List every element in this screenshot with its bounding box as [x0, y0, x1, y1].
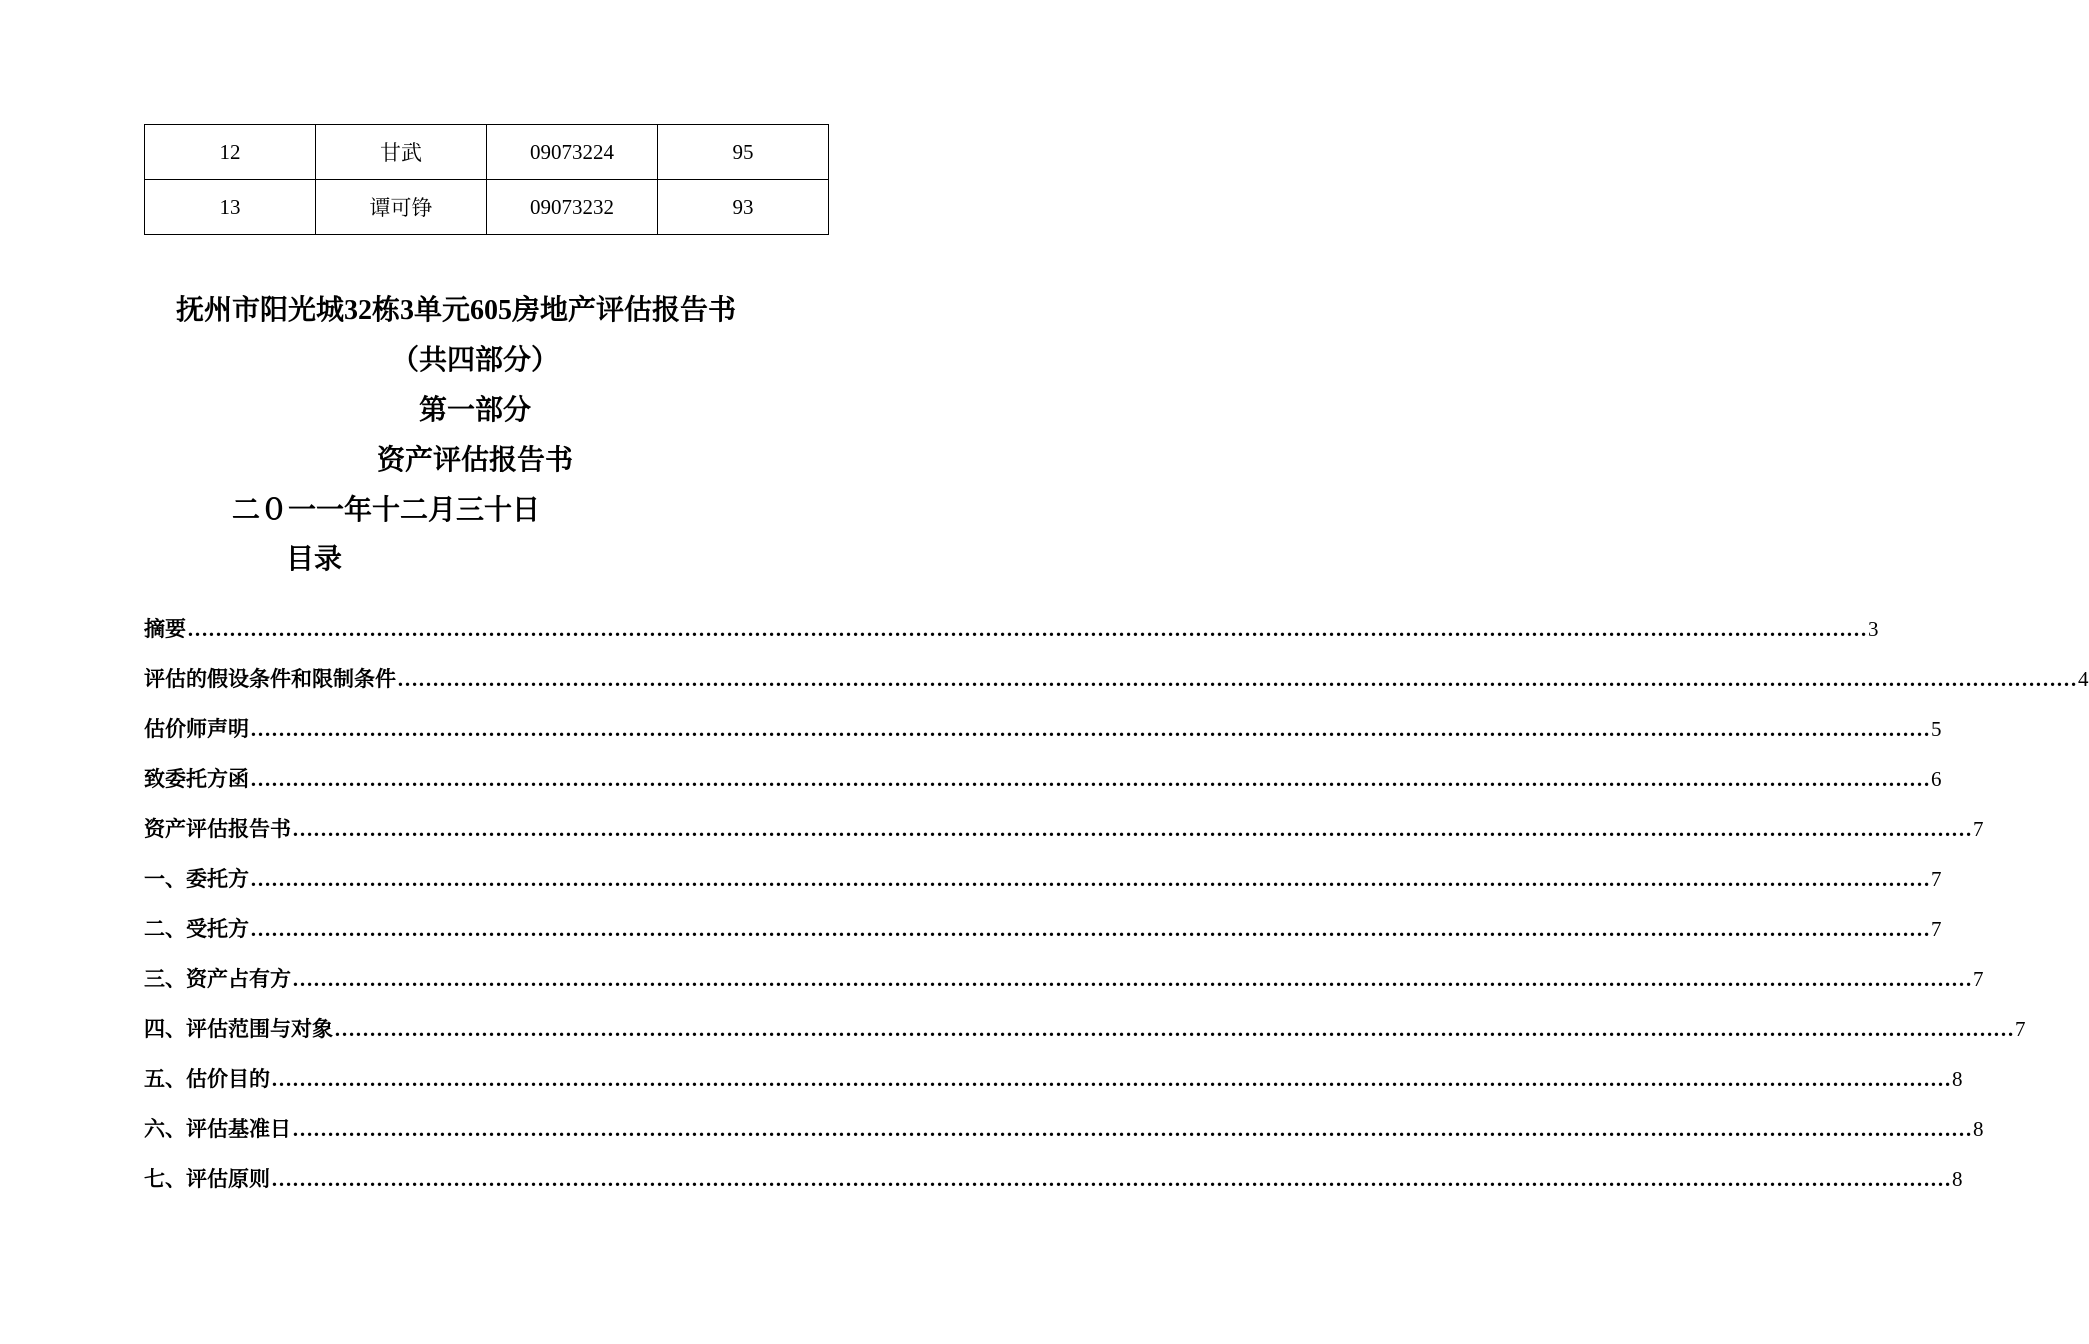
toc-entry-label: 评估的假设条件和限制条件 — [144, 667, 396, 691]
toc-heading: 目录 — [286, 544, 343, 575]
toc-leader-dots: …………………………………………………………………………………………………………………………………………………………………………………………………………………… — [187, 617, 1867, 641]
toc-entry-label: 六、评估基准日 — [144, 1117, 291, 1141]
table-row — [145, 125, 829, 180]
toc-leader-dots: …………………………………………………………………………………………………………………………………………………………………………………………………………………… — [292, 817, 1972, 841]
toc-entry-label: 致委托方函 — [144, 767, 249, 791]
toc-leader-dots: …………………………………………………………………………………………………………………………………………………………………………………………………………………… — [271, 1167, 1951, 1191]
toc-entry-page: 3 — [1868, 617, 1879, 641]
table-cell: 谭可铮 — [316, 180, 487, 235]
toc-entry[interactable] — [144, 844, 1942, 894]
toc-entry-page: 7 — [1931, 867, 1942, 891]
toc-entry[interactable] — [144, 794, 1984, 844]
toc-entry[interactable] — [144, 994, 2026, 1044]
table-cell: 甘武 — [316, 125, 487, 180]
toc-entry[interactable] — [144, 744, 1942, 794]
toc-entry[interactable] — [144, 894, 1942, 944]
toc-entry[interactable] — [144, 644, 2089, 694]
toc-leader-dots: …………………………………………………………………………………………………………………………………………………………………………………………………………………… — [250, 767, 1930, 791]
report-subtitle: （共四部分） — [390, 345, 559, 376]
toc-entry[interactable] — [144, 594, 1879, 644]
toc-entry-page: 8 — [1952, 1067, 1963, 1091]
toc-leader-dots: …………………………………………………………………………………………………………………………………………………………………………………………………………………… — [292, 967, 1972, 991]
table-cell: 95 — [658, 125, 829, 180]
table-cell: 09073232 — [487, 180, 658, 235]
table-row — [145, 180, 829, 235]
toc-entry-label: 资产评估报告书 — [144, 817, 291, 841]
toc-entry-label: 一、委托方 — [144, 867, 249, 891]
toc-leader-dots: …………………………………………………………………………………………………………………………………………………………………………………………………………………… — [271, 1067, 1951, 1091]
table-cell: 13 — [145, 180, 316, 235]
toc-entry-page: 8 — [1973, 1117, 1984, 1141]
toc-entry[interactable] — [144, 1094, 1984, 1144]
toc-leader-dots: …………………………………………………………………………………………………………………………………………………………………………………………………………………… — [292, 1117, 1972, 1141]
report-main-title: 抚州市阳光城32栋3单元605房地产评估报告书 — [175, 295, 736, 326]
toc-entry[interactable] — [144, 944, 1984, 994]
toc-leader-dots: …………………………………………………………………………………………………………………………………………………………………………………………………………………… — [250, 717, 1930, 741]
toc-entry-label: 七、评估原则 — [144, 1167, 270, 1191]
score-table — [144, 124, 829, 235]
toc-leader-dots: …………………………………………………………………………………………………………………………………………………………………………………………………………………… — [250, 917, 1930, 941]
toc-entry-page: 7 — [2015, 1017, 2026, 1041]
table-of-contents — [144, 594, 2089, 1194]
toc-entry-label: 估价师声明 — [144, 717, 249, 741]
toc-leader-dots: …………………………………………………………………………………………………………………………………………………………………………………………………………………… — [334, 1017, 2014, 1041]
toc-entry[interactable] — [144, 1044, 1963, 1094]
report-date: 二０一一年十二月三十日 — [232, 495, 541, 526]
part-title: 第一部分 — [418, 395, 531, 426]
toc-entry-label: 二、受托方 — [144, 917, 249, 941]
toc-leader-dots: …………………………………………………………………………………………………………………………………………………………………………………………………………………… — [397, 667, 2077, 691]
toc-entry-page: 7 — [1973, 967, 1984, 991]
toc-entry-page: 6 — [1931, 767, 1942, 791]
toc-entry[interactable] — [144, 694, 1942, 744]
report-title: 资产评估报告书 — [376, 445, 573, 476]
toc-leader-dots: …………………………………………………………………………………………………………………………………………………………………………………………………………………… — [250, 867, 1930, 891]
table-cell: 93 — [658, 180, 829, 235]
toc-entry-label: 四、评估范围与对象 — [144, 1017, 333, 1041]
toc-entry[interactable] — [144, 1144, 1963, 1194]
table-cell: 09073224 — [487, 125, 658, 180]
toc-entry-page: 5 — [1931, 717, 1942, 741]
toc-entry-page: 7 — [1931, 917, 1942, 941]
toc-entry-label: 五、估价目的 — [144, 1067, 270, 1091]
toc-entry-page: 4 — [2078, 667, 2089, 691]
toc-entry-label: 三、资产占有方 — [144, 967, 291, 991]
table-cell: 12 — [145, 125, 316, 180]
toc-entry-page: 8 — [1952, 1167, 1963, 1191]
toc-entry-page: 7 — [1973, 817, 1984, 841]
toc-entry-label: 摘要 — [144, 617, 186, 641]
